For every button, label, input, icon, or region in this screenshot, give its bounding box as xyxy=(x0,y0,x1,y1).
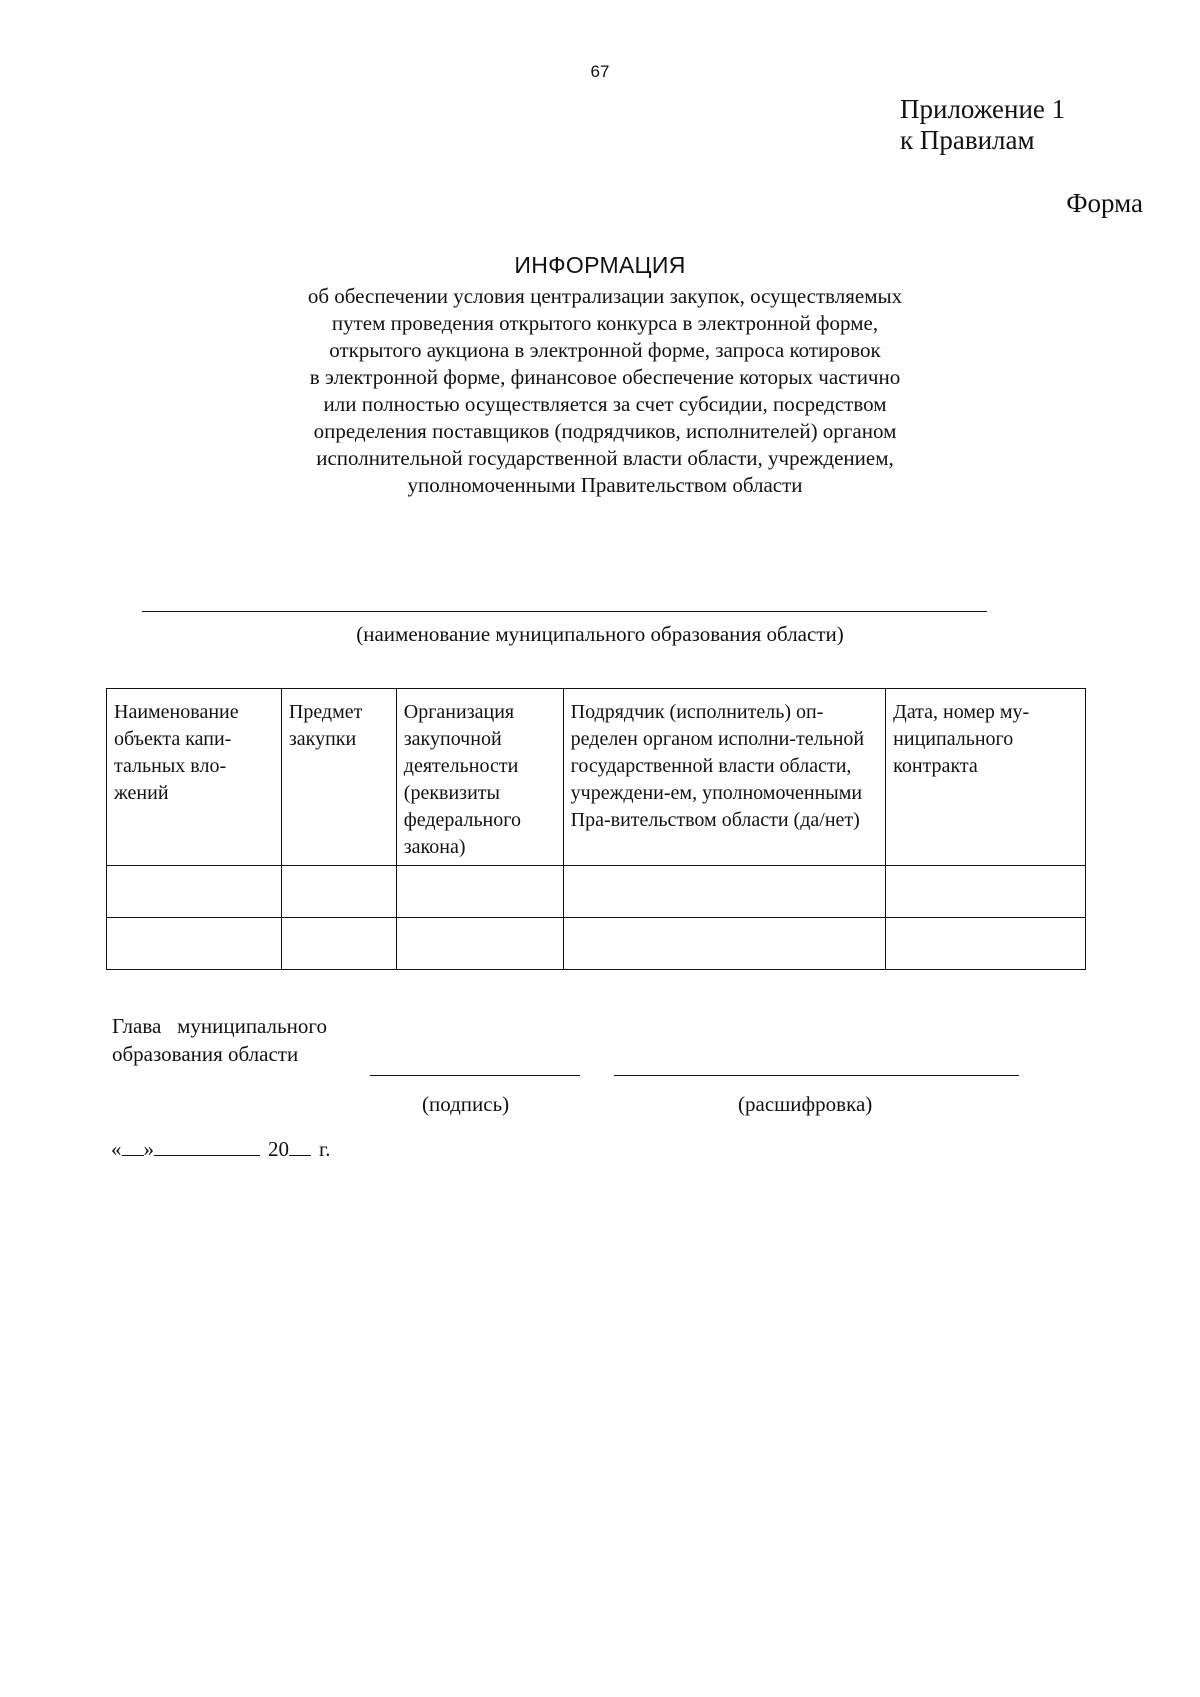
appendix-reference xyxy=(900,94,1065,156)
year-suffix: г. xyxy=(319,1137,331,1161)
header-procurement-subject: Предмет закупки xyxy=(281,689,396,866)
form-label: Форма xyxy=(1066,188,1143,218)
subtitle-line: в электронной форме, финансовое обеспечение которых частично xyxy=(309,365,901,389)
document-title: ИНФОРМАЦИЯ xyxy=(514,252,686,278)
table-header-row xyxy=(107,689,1086,866)
header-procurement-organization: Организация закупочной деятельности (реквизиты федерального закона) xyxy=(396,689,563,866)
table-cell[interactable] xyxy=(563,918,886,970)
table-cell[interactable] xyxy=(281,866,396,918)
table-cell[interactable] xyxy=(107,866,282,918)
subtitle-line: или полностью осуществляется за счет субсидии, посредством xyxy=(323,392,887,416)
table-cell[interactable] xyxy=(886,866,1086,918)
table-row xyxy=(107,866,1086,918)
date-open-quote: « xyxy=(111,1137,122,1161)
year-field[interactable] xyxy=(289,1154,311,1156)
head-label-line-2: образования области xyxy=(112,1042,299,1066)
month-field[interactable] xyxy=(154,1154,260,1156)
subtitle-line: уполномоченными Правительством области xyxy=(407,473,803,497)
document-subtitle xyxy=(200,283,1010,499)
table-cell[interactable] xyxy=(886,918,1086,970)
municipality-caption: (наименование муниципального образования области) xyxy=(356,622,844,646)
table-cell[interactable] xyxy=(281,918,396,970)
table-cell[interactable] xyxy=(396,918,563,970)
appendix-line-1: Приложение 1 xyxy=(900,94,1066,124)
page-number: 67 xyxy=(590,62,610,81)
year-prefix: 20 xyxy=(268,1137,289,1161)
signature-field[interactable] xyxy=(370,1075,580,1076)
header-capital-object: Наименование объекта капи-тальных вло-жений xyxy=(107,689,282,866)
signature-decoding-field[interactable] xyxy=(614,1075,1019,1076)
table-row xyxy=(107,918,1086,970)
signature-caption: (подпись) xyxy=(422,1092,510,1116)
head-of-municipality-label xyxy=(112,1012,327,1068)
header-contract-date-number: Дата, номер му-ниципального контракта xyxy=(886,689,1086,866)
table-cell[interactable] xyxy=(563,866,886,918)
header-contractor-determined: Подрядчик (исполнитель) оп-ределен органом исполни-тельной государственной власти области, учреждени-ем, уполномоченными Пра-вительством области (да/нет) xyxy=(563,689,886,866)
table-cell[interactable] xyxy=(396,866,563,918)
contracts-table xyxy=(106,688,1086,970)
table-cell[interactable] xyxy=(107,918,282,970)
head-label-line-1: Глава муниципального xyxy=(112,1014,327,1038)
subtitle-line: определения поставщиков (подрядчиков, исполнителей) органом xyxy=(313,419,897,443)
subtitle-line: открытого аукциона в электронной форме, запроса котировок xyxy=(329,338,881,362)
appendix-line-2: к Правилам xyxy=(900,125,1035,155)
decoding-caption: (расшифровка) xyxy=(738,1092,873,1116)
municipality-name-field[interactable] xyxy=(142,611,987,612)
day-field[interactable] xyxy=(122,1154,144,1156)
date-line xyxy=(111,1137,331,1162)
subtitle-line: путем проведения открытого конкурса в электронной форме, xyxy=(331,311,879,335)
date-close-quote: » xyxy=(143,1137,154,1161)
subtitle-line: об обеспечении условия централизации закупок, осуществляемых xyxy=(307,284,903,308)
subtitle-line: исполнительной государственной власти области, учреждением, xyxy=(316,446,894,470)
